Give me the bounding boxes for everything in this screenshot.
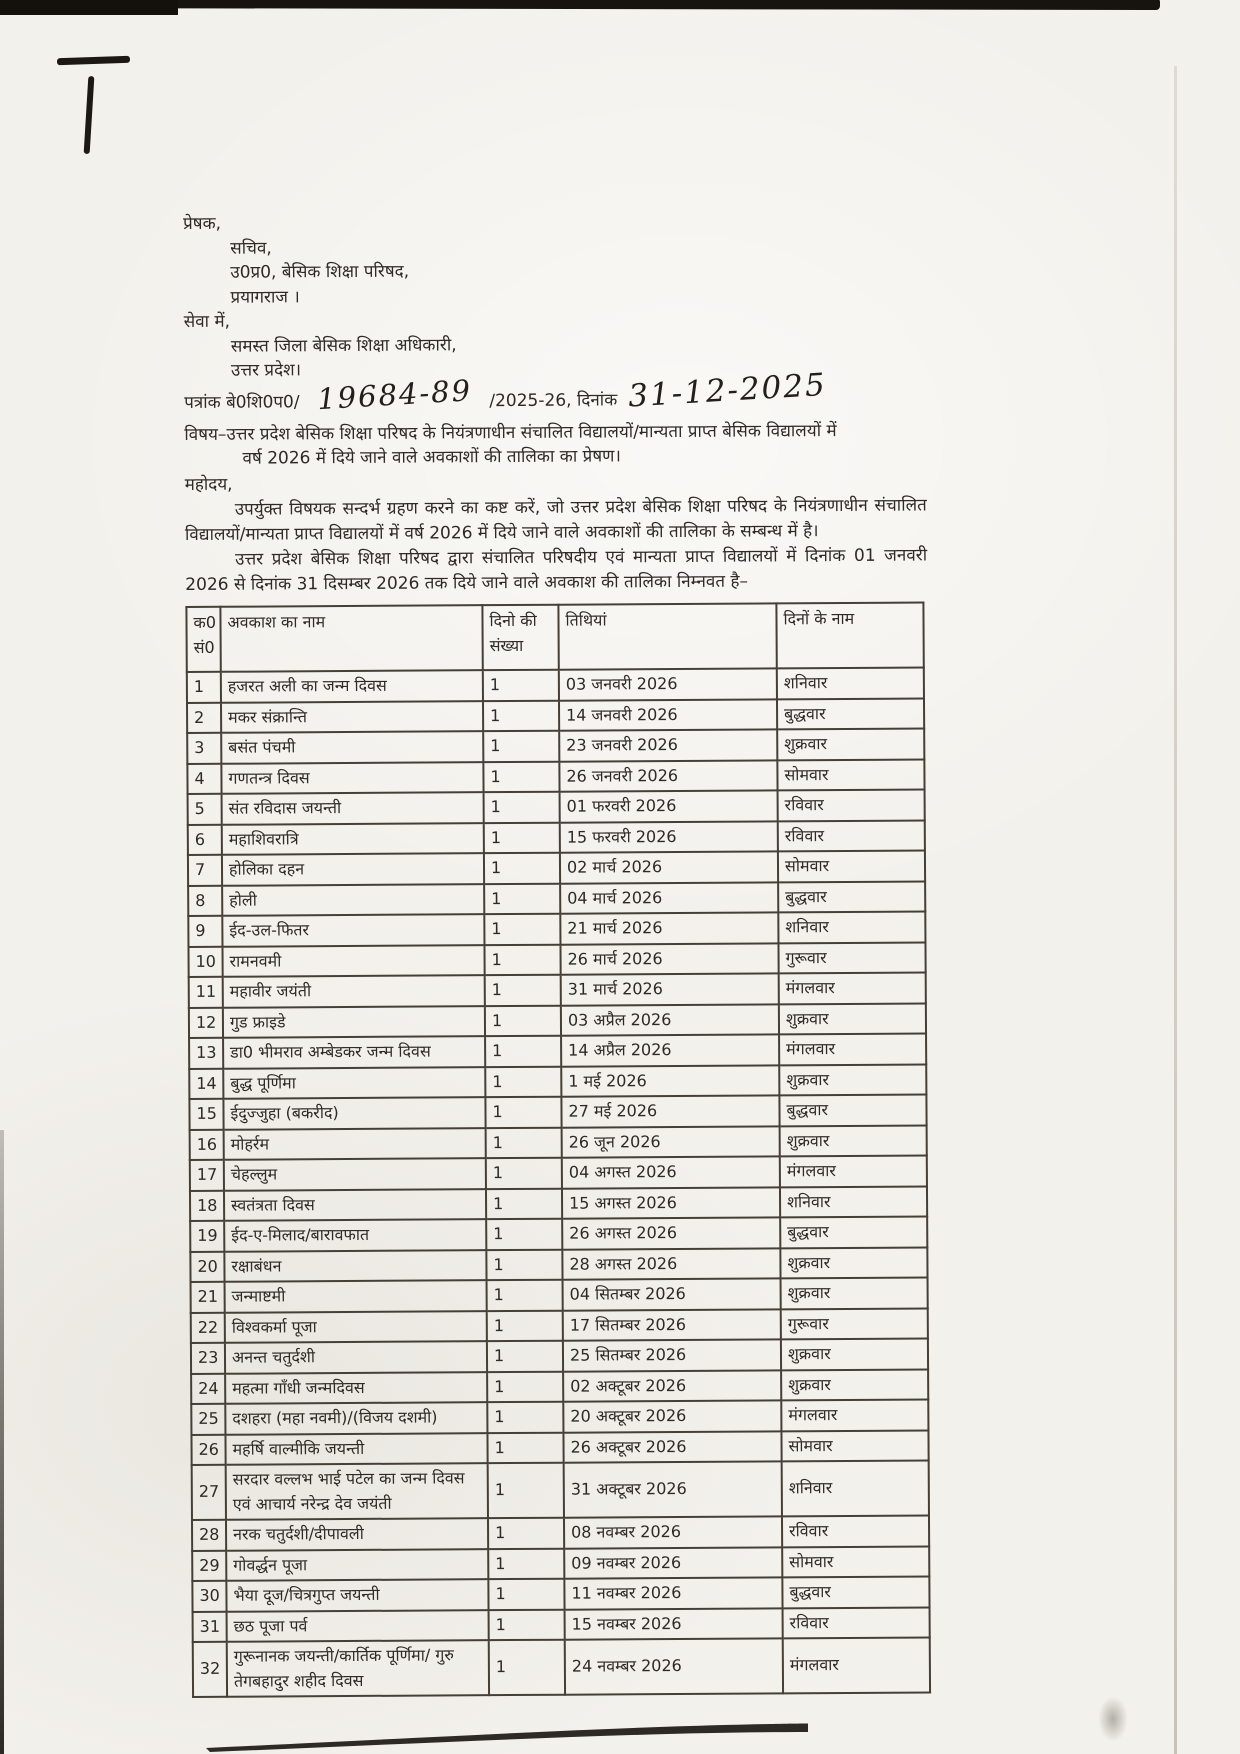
cell-days-count: 1: [487, 1310, 563, 1341]
holiday-row: [192, 1576, 929, 1611]
subject-label: विषय–: [184, 424, 227, 445]
cell-serial: 26: [191, 1434, 225, 1465]
cell-date: 31 अक्टूबर 2026: [564, 1461, 782, 1517]
cell-serial: 29: [192, 1550, 226, 1581]
cell-day-name: शनिवार: [778, 911, 925, 942]
cell-holiday-name: महावीर जयंती: [223, 975, 485, 1007]
holiday-row: [189, 1003, 926, 1038]
cell-serial: 7: [188, 855, 222, 886]
cell-day-name: शुक्रवार: [781, 1338, 928, 1369]
cell-days-count: 1: [483, 731, 559, 762]
holiday-row: [187, 667, 924, 702]
subject-line1: उत्तर प्रदेश बेसिक शिक्षा परिषद के नियंत्रणाधीन संचालित विद्यालयों/मान्यता प्राप्त बेसिक विद्यालयों में: [226, 420, 837, 445]
holiday-row: [187, 728, 924, 763]
cell-date: 26 अक्टूबर 2026: [563, 1431, 781, 1463]
cell-day-name: शुक्रवार: [781, 1369, 928, 1400]
handwritten-page-number-mark: [84, 76, 95, 154]
cell-date: 14 अप्रैल 2026: [561, 1034, 779, 1066]
cell-day-name: शनिवार: [777, 667, 924, 698]
cell-days-count: 1: [486, 1249, 562, 1280]
sender-line: उ0प्र0, बेसिक शिक्षा परिषद,: [230, 261, 410, 283]
cell-holiday-name: सरदार वल्लभ भाई पटेल का जन्म दिवस एवं आचार्य नरेन्द्र देव जयंती: [226, 1463, 488, 1520]
paragraph-2: उत्तर प्रदेश बेसिक शिक्षा परिषद द्वारा संचालित परिषदीय एवं मान्यता प्राप्त विद्यालयों में दिनांक 01 जनवरी 2026 से दिनांक 31 दिसम्बर 2026 तक दिये जाने वाले अवकाश की तालिका निम्नवत है–: [185, 545, 928, 595]
cell-serial: 32: [193, 1642, 227, 1697]
cell-serial: 21: [191, 1282, 225, 1313]
cell-day-name: गुरूवार: [781, 1308, 928, 1339]
holiday-row: [193, 1607, 930, 1642]
header-serial: क0 सं0: [186, 607, 220, 672]
cell-holiday-name: संत रविदास जयन्ती: [222, 792, 484, 824]
cell-holiday-name: ईदुज्जुहा (बकरीद): [223, 1097, 485, 1129]
cell-days-count: 1: [483, 670, 559, 701]
cell-day-name: मंगलवार: [781, 1399, 928, 1430]
cell-holiday-name: दशहरा (महा नवमी)/(विजय दशमी): [225, 1402, 487, 1434]
cell-holiday-name: बसंत पंचमी: [221, 731, 483, 763]
sender-label: प्रेषक,: [183, 213, 222, 234]
cell-day-name: रविवार: [778, 820, 925, 851]
cell-day-name: सोमवार: [781, 1430, 928, 1461]
cell-date: 26 मार्च 2026: [560, 943, 778, 975]
cell-day-name: शुक्रवार: [780, 1247, 927, 1278]
cell-serial: 5: [188, 794, 222, 825]
cell-day-name: बुद्धवार: [782, 1576, 929, 1607]
holiday-row: [190, 1125, 927, 1160]
cell-date: 26 अगस्त 2026: [562, 1217, 780, 1249]
cell-date: 31 मार्च 2026: [561, 973, 779, 1005]
cell-date: 09 नवम्बर 2026: [564, 1547, 782, 1579]
salutation: महोदय,: [184, 474, 233, 495]
cell-serial: 13: [189, 1038, 223, 1069]
cell-days-count: 1: [484, 914, 560, 945]
cell-date: 04 अगस्त 2026: [562, 1156, 780, 1188]
holiday-table-body: [187, 667, 930, 1696]
cell-day-name: बुद्धवार: [777, 698, 924, 729]
sender-line: सचिव,: [230, 237, 272, 259]
recipient-line: समस्त जिला बेसिक शिक्षा अधिकारी,: [230, 334, 457, 357]
cell-days-count: 1: [488, 1548, 564, 1579]
cell-date: 15 नवम्बर 2026: [565, 1608, 783, 1640]
holiday-row: [189, 1033, 926, 1068]
holiday-table: [185, 601, 931, 1697]
cell-day-name: बुद्धवार: [780, 1216, 927, 1247]
cell-holiday-name: ईद-उल-फितर: [222, 914, 484, 946]
recipient-label: सेवा में,: [183, 311, 231, 332]
cell-holiday-name: महत्मा गाँधी जन्मदिवस: [225, 1372, 487, 1404]
cell-date: 01 फरवरी 2026: [560, 790, 778, 822]
cell-day-name: शनिवार: [780, 1186, 927, 1217]
cell-date: 08 नवम्बर 2026: [564, 1516, 782, 1548]
cell-days-count: 1: [485, 1097, 561, 1128]
cell-holiday-name: विश्वकर्मा पूजा: [225, 1311, 487, 1343]
cell-days-count: 1: [485, 1005, 561, 1036]
cell-holiday-name: महाशिवरात्रि: [222, 823, 484, 855]
cell-holiday-name: गुरूनानक जयन्ती/कार्तिक पूर्णिमा/ गुरु तेगबहादुर शहीद दिवस: [227, 1640, 489, 1697]
holiday-row: [188, 850, 925, 885]
cell-serial: 6: [188, 824, 222, 855]
cell-day-name: शुक्रवार: [779, 1003, 926, 1034]
cell-serial: 1: [187, 672, 221, 703]
cell-holiday-name: डा0 भीमराव अम्बेडकर जन्म दिवस: [223, 1036, 485, 1068]
subject-line2: वर्ष 2026 में दिये जाने वाले अवकाशों की तालिका का प्रेषण।: [242, 446, 621, 469]
cell-date: 26 जून 2026: [562, 1126, 780, 1158]
holiday-row: [188, 911, 925, 946]
cell-days-count: 1: [484, 792, 560, 823]
cell-serial: 28: [192, 1520, 226, 1551]
holiday-row: [192, 1460, 929, 1520]
holiday-row: [191, 1308, 928, 1343]
cell-holiday-name: गणतन्त्र दिवस: [221, 762, 483, 794]
handwritten-date: 31-12-2025: [627, 366, 829, 414]
cell-date: 03 जनवरी 2026: [559, 668, 777, 700]
cell-days-count: 1: [489, 1609, 565, 1640]
cell-day-name: मंगलवार: [783, 1637, 930, 1693]
cell-holiday-name: होली: [222, 884, 484, 916]
holiday-row: [188, 789, 925, 824]
cell-day-name: शुक्रवार: [779, 1064, 926, 1095]
cell-days-count: 1: [487, 1280, 563, 1311]
cell-serial: 23: [191, 1343, 225, 1374]
cell-date: 27 मई 2026: [561, 1095, 779, 1127]
cell-serial: 31: [193, 1611, 227, 1642]
cell-serial: 4: [187, 763, 221, 794]
cell-date: 04 सितम्बर 2026: [563, 1278, 781, 1310]
cell-days-count: 1: [488, 1518, 564, 1549]
reference-prefix: पत्रांक बे0शि0प0/: [184, 391, 300, 413]
paragraph-1: उपर्युक्त विषयक सन्दर्भ ग्रहण करने का कष्ट करें, जो उत्तर प्रदेश बेसिक शिक्षा परिषद के नियंत्रणाधीन संचालित विद्यालयों/मान्यता प्राप्त विद्यालयों में वर्ष 2026 में दिये जाने वाले अवकाशों की तालिका के सम्बन्ध में है।: [184, 495, 927, 545]
cell-days-count: 1: [486, 1158, 562, 1189]
cell-date: 24 नवम्बर 2026: [565, 1638, 783, 1694]
cell-holiday-name: गोवर्द्धन पूजा: [226, 1549, 488, 1581]
letter-content: [183, 207, 934, 1698]
cell-date: 26 जनवरी 2026: [559, 760, 777, 792]
holiday-row: [191, 1399, 928, 1434]
holiday-row: [192, 1546, 929, 1581]
cell-serial: 15: [189, 1099, 223, 1130]
recipient-line: उत्तर प्रदेश।: [230, 360, 302, 381]
header-day-names: दिनों के नाम: [776, 602, 923, 668]
cell-days-count: 1: [486, 1219, 562, 1250]
holiday-row: [191, 1369, 928, 1404]
sender-block: [230, 232, 925, 310]
cell-serial: 2: [187, 702, 221, 733]
handwritten-underline-mark: [57, 56, 130, 66]
cell-date: 25 सितम्बर 2026: [563, 1339, 781, 1371]
cell-day-name: मंगलवार: [780, 1155, 927, 1186]
cell-days-count: 1: [488, 1463, 564, 1518]
cell-holiday-name: बुद्ध पूर्णिमा: [223, 1067, 485, 1099]
cell-days-count: 1: [484, 883, 560, 914]
cell-holiday-name: ईद-ए-मिलाद/बारावफात: [224, 1219, 486, 1251]
holiday-table-header-row: [186, 602, 923, 672]
reference-middle: /2025-26, दिनांक: [489, 389, 618, 411]
cell-date: 04 मार्च 2026: [560, 882, 778, 914]
holiday-row: [190, 1216, 927, 1251]
cell-holiday-name: नरक चतुर्दशी/दीपावली: [226, 1518, 488, 1550]
cell-serial: 22: [191, 1312, 225, 1343]
holiday-row: [191, 1277, 928, 1312]
cell-date: 11 नवम्बर 2026: [564, 1577, 782, 1609]
holiday-row: [190, 1247, 927, 1282]
cell-holiday-name: महर्षि वाल्मीकि जयन्ती: [225, 1433, 487, 1465]
cell-days-count: 1: [486, 1188, 562, 1219]
cell-days-count: 1: [488, 1579, 564, 1610]
cell-days-count: 1: [485, 975, 561, 1006]
cell-days-count: 1: [485, 1036, 561, 1067]
cell-days-count: 1: [487, 1432, 563, 1463]
header-dates: तिथियां: [558, 603, 776, 669]
cell-date: 15 अगस्त 2026: [562, 1187, 780, 1219]
cell-serial: 11: [189, 977, 223, 1008]
cell-holiday-name: जन्माष्टमी: [225, 1280, 487, 1312]
holiday-row: [187, 759, 924, 794]
scan-left-edge-artifact: [0, 1130, 4, 1754]
cell-days-count: 1: [485, 1066, 561, 1097]
cell-holiday-name: रामनवमी: [222, 945, 484, 977]
cell-days-count: 1: [484, 944, 560, 975]
cell-days-count: 1: [486, 1127, 562, 1158]
cell-date: 21 मार्च 2026: [560, 912, 778, 944]
holiday-row: [191, 1430, 928, 1465]
subject-block: [184, 418, 926, 472]
cell-days-count: 1: [484, 853, 560, 884]
cell-serial: 20: [190, 1251, 224, 1282]
cell-serial: 10: [188, 946, 222, 977]
cell-day-name: शुक्रवार: [781, 1277, 928, 1308]
scan-top-left-edge-artifact: [0, 0, 178, 15]
cell-serial: 24: [191, 1373, 225, 1404]
holiday-row: [189, 1064, 926, 1099]
holiday-row: [187, 698, 924, 733]
cell-day-name: रविवार: [783, 1607, 930, 1638]
sender-line: प्रयागराज ।: [230, 286, 300, 308]
holiday-row: [189, 1094, 926, 1129]
cell-day-name: सोमवार: [782, 1546, 929, 1577]
cell-serial: 16: [190, 1129, 224, 1160]
cell-day-name: शनिवार: [782, 1460, 929, 1516]
cell-holiday-name: भैया दूज/चित्रगुप्त जयन्ती: [226, 1579, 488, 1611]
cell-day-name: गुरूवार: [778, 942, 925, 973]
cell-days-count: 1: [487, 1371, 563, 1402]
cell-date: 15 फरवरी 2026: [560, 821, 778, 853]
holiday-row: [190, 1155, 927, 1190]
cell-days-count: 1: [483, 700, 559, 731]
cell-holiday-name: रक्षाबंधन: [224, 1250, 486, 1282]
cell-serial: 19: [190, 1221, 224, 1252]
cell-day-name: रविवार: [782, 1515, 929, 1546]
cell-serial: 17: [190, 1160, 224, 1191]
cell-serial: 18: [190, 1190, 224, 1221]
cell-serial: 14: [189, 1068, 223, 1099]
paper-fold-line: [1174, 66, 1177, 1754]
cell-holiday-name: अनन्त चतुर्दशी: [225, 1341, 487, 1373]
cell-date: 20 अक्टूबर 2026: [563, 1400, 781, 1432]
cell-holiday-name: होलिका दहन: [222, 853, 484, 885]
cell-holiday-name: चेहल्लुम: [224, 1158, 486, 1190]
cell-holiday-name: स्वतंत्रता दिवस: [224, 1189, 486, 1221]
cell-day-name: रविवार: [778, 789, 925, 820]
holiday-row: [191, 1338, 928, 1373]
cell-serial: 3: [187, 733, 221, 764]
cell-day-name: बुद्धवार: [779, 1094, 926, 1125]
cell-day-name: सोमवार: [777, 759, 924, 790]
cell-serial: 27: [192, 1465, 226, 1520]
cell-holiday-name: मोहर्रम: [224, 1128, 486, 1160]
cell-serial: 9: [188, 916, 222, 947]
cell-serial: 30: [192, 1581, 226, 1612]
header-days-count: दिनो की संख्या: [482, 605, 558, 670]
cell-date: 03 अप्रैल 2026: [561, 1004, 779, 1036]
cell-serial: 25: [191, 1404, 225, 1435]
cell-holiday-name: हजरत अली का जन्म दिवस: [221, 670, 483, 702]
cell-days-count: 1: [487, 1341, 563, 1372]
cell-date: 14 जनवरी 2026: [559, 699, 777, 731]
cell-days-count: 1: [487, 1402, 563, 1433]
handwritten-letter-number: 19684-89: [316, 372, 473, 416]
cell-date: 23 जनवरी 2026: [559, 729, 777, 761]
cell-holiday-name: गुड फ्राइडे: [223, 1006, 485, 1038]
holiday-row: [192, 1515, 929, 1550]
holiday-row: [188, 820, 925, 855]
scan-blotch-artifact: [1098, 1696, 1128, 1742]
cell-date: 1 मई 2026: [561, 1065, 779, 1097]
cell-days-count: 1: [489, 1640, 565, 1695]
holiday-row: [190, 1186, 927, 1221]
cell-serial: 12: [189, 1007, 223, 1038]
holiday-row: [189, 972, 926, 1007]
cell-date: 02 अक्टूबर 2026: [563, 1370, 781, 1402]
cell-holiday-name: छठ पूजा पर्व: [227, 1610, 489, 1642]
holiday-row: [193, 1637, 930, 1697]
cell-days-count: 1: [483, 761, 559, 792]
cell-day-name: सोमवार: [778, 850, 925, 881]
cell-day-name: शुक्रवार: [780, 1125, 927, 1156]
holiday-row: [188, 942, 925, 977]
cell-holiday-name: मकर संक्रान्ति: [221, 701, 483, 733]
cell-day-name: मंगलवार: [779, 972, 926, 1003]
header-holiday-name: अवकाश का नाम: [220, 605, 482, 672]
holiday-row: [188, 881, 925, 916]
cell-days-count: 1: [484, 822, 560, 853]
cell-day-name: मंगलवार: [779, 1033, 926, 1064]
cell-day-name: बुद्धवार: [778, 881, 925, 912]
cell-day-name: शुक्रवार: [777, 728, 924, 759]
cell-serial: 8: [188, 885, 222, 916]
cell-date: 28 अगस्त 2026: [562, 1248, 780, 1280]
cell-date: 02 मार्च 2026: [560, 851, 778, 883]
cell-date: 17 सितम्बर 2026: [563, 1309, 781, 1341]
